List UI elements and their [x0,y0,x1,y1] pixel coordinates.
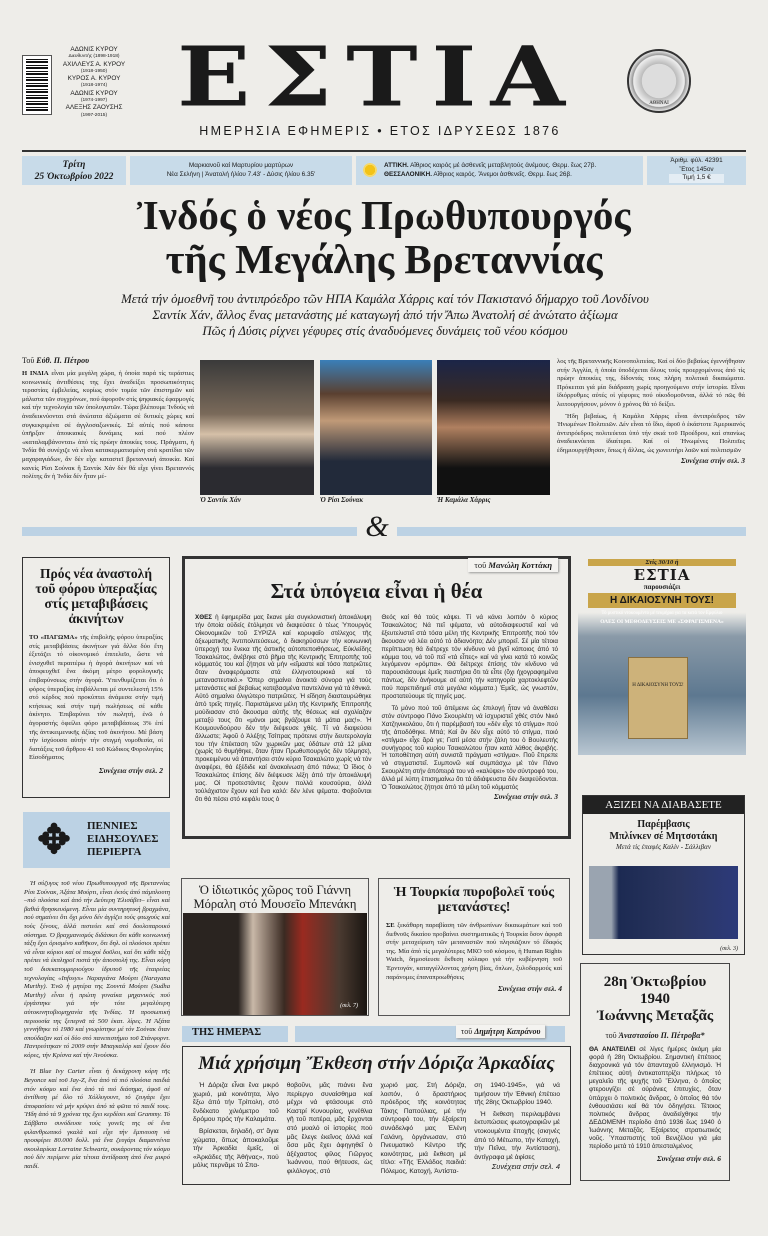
byline: Μανώλη Κοττάκη [488,560,552,570]
promo-title: Η ΔΙΚΑΙΟΣΥΝΗ ΤΟΥΣ! [588,593,736,608]
article-text: εἶναι μία μεγάλη χώρα, ἡ ὁποία παρά τίς τεράστιες κοινωνικές ἀντιθέσεις της ἔχει ἀναδείξει προσωπικότητες τεραστίας ἐμβελείας, κυρίως στόν τομέα τῶν ἐπιστημῶν καί μάλιστα τῶν συγχρόνων, πού ἀφοροῦν στίς ψηφιακές ἐφαρμογές καί τήν τεχνολογία τῶν ὑπολογιστῶν. Τώρα βλέπουμε Ἰνδούς νά ἀναδεικνύονται στά ἀνώτατα ἀξιώματα σέ δυτικές χώρες καί συγκεκριμένα σέ ἀγγλοσαξωνικές. Σέ αὐτές πού κάποτε ὑπῆρξαν ἀποικιακές δυνάμεις καί πού πλέον «καταλαμβάνονται» ἀπό τίς πρώην ἀποικίες τους. Πράγματι, ἡ Ἰνδία θά συνέχιζε νά εἶναι κατακερματισμένη στά κρατίδια τῶν μαχαραγιάδων, ἄν δέν εἶχε καταστεῖ βρεταννική ἀποικία. Καί κανείς Ρίσι Σούνακ ἤ Σαντίκ Χάν δέν θά εἶχε γίνει Βρεταννός πολίτης ἄν ἡ Ἰνδία δέν ἦταν μέ- [22,370,194,481]
article-title[interactable]: Μιά χρήσιμη Ἔκθεση στήν Δόριζα Ἀρκαδίας [198,1053,555,1074]
daily-article [182,1046,571,1185]
photo-caption: Ἡ Καμάλα Χάρρις [437,496,491,504]
gossip-item: Ἡ σύζυγος τοῦ νέου Πρωθυπουργοῦ τῆς Βρεταννίας Ρίσι Σούνακ, Ἀξάτα Μούρτι, εἶναι ἐκτός ἀπό πάμπλουτη –πιό πλούσια καί ἀπό τήν Δεύτερη Ἐλισάβετ– εἶναι καί βαθιά θρησκευόμενη. Εἶναι μία συντηρητική βραχμάνα, πού σημαίνει ὅτι ὄχι μόνο δέν ἀγγίζει τούς φτωχούς καί τούς ξένους, ἀλλά πιστεύει καί στό δουλοπαροικό σύστημα. Ὁ βραχμανισμός διδάσκει ὅτι κάθε κοινωνική τάξη ἔχει ὁρισμένο καθῆκον, ὅτι δηλ. οἱ πλούσιοι πρέπει νά εἶναι κύριοι καί οἱ πτωχοί δοῦλοι, καί ὅτι κάθε τάξη πρέπει νά ἐκπληροῖ πιστά τήν ἀποστολή της. Εἶναι κόρη τοῦ δισεκατομμυριούχου ἱδρυτοῦ τῆς ἑταιρείας τεχνολογίας «Infosys» Ναραγιάνα Μούρτι (Narayana Murthy). Ἐνῶ ἡ μητέρα της Σουντά Μούρτι (Sudha Murthy) εἶναι ἡ πρώτη γυναίκα μηχανικός πού ἐργάστηκε γιά τήν τότε μεγαλύτερη αὐτοκινητοβιομηχανία τῆς Ἰνδίας. Ἡ προσωπική περιουσία της ξεπερνᾶ τά 500 ἑκατ. λίρες. Ἡ Ἀξάτα γεννήθηκε τό 1980 καί γνωρίστηκε μέ τόν Σούνακ ὅταν σπούδαζαν καί οἱ δύο στό πανεπιστήμιο τοῦ Στάνφορντ. Παντρεύτηκαν τό 2009 στήν Μπαγκαλόρ καί ἔχουν δύο κόρες, τήν Κρίσνα καί τήν Ἀνούσκα. [24,880,170,1059]
must-read-header: ΑΞΙΖΕΙ ΝΑ ΔΙΑΒΑΣΕΤΕ [583,796,744,814]
lede: ΤΟ «ΠΑΓΩΜΑ» [29,634,78,641]
weather-thessaloniki: Αἴθριος καιρός. Ἄνεμοι ἀσθενεῖς. Θερμ. ἕως 26β. [433,171,572,178]
lede: Η ΙΝΔΙΑ [22,370,49,377]
gossip-items [24,880,170,1172]
article-text: θοβοῦνι, μᾶς πιάνει ἕνα περίεργο συναίσθημα καί μέχρι νά φτάσουμε στό Καστρί Κυνουρίας, γενέθλια γῆ τοῦ πατέρα, μᾶς ἔρχονται στό μυαλό οἱ ἱστορίες πού μᾶς ἔλεγε ἐκεῖνος ἀλλά καί ὅσα μᾶς ἔχει ἀφηγηθεῖ ὁ ἀξέχαστος φίλος Γιῶργος Ἰωάννου, πού θήτευσε, ὡς φιλόλογος, στό [286,1082,373,1175]
founder-years: (1918-1974) [80,83,108,89]
barcode [22,55,52,115]
section-label: ΤΗΣ ΗΜΕΡΑΣ [182,1026,288,1042]
founder-years: Διευθυντής (1898-1918) [68,54,120,60]
moralis-article[interactable] [181,878,369,1016]
header-line: ΠΕΡΙΕΡΓΑ [87,846,142,858]
date: 25 Ὀκτωβρίου 2022 [34,172,114,182]
article-title[interactable]: Ἡ Τουρκία πυροβολεῖ τούς μετανάστες! [393,885,555,915]
promo-brand-logo: ΕΣΤΙΑ [633,566,691,584]
newspaper-logo: ΕΣΤΙΑ [177,28,579,126]
article-title[interactable]: Πρός νέα ἀναστολή τοῦ φόρου ὑπεραξίας στίς μεταβιβάσεις ἀκινήτων [35,566,157,626]
article-text: σέ λίγες ἡμέρες ἀκόμη μία φορά ἡ 28η Ὀκτωβρίου. Σημαντική ἐπέτειος διαχρονικά γιά τόν ἁπανταχοῦ ἑλληνισμό. Ἡ ἐπέτειος αὐτή ἀντικατοπτρίζει πλήρως τό μεγαλεῖο τῆς ψυχῆς τοῦ Ἕλληνα, ὁ ὁποῖος φτερουγίζει σέ οὐράνιες ἐπιτυχίες, ὅταν ὑπάρχει ὁ πολιτικός ἄνδρας, ὁ ὁποῖος θά τόν ἐνθουσιάσει καί θά τόν ὁδηγήσει. Τέτοιος πολιτικός ἄνδρας ἀναδείχθηκε τήν ΔΕΔΟΜΕΝΗ περίοδο ἀπό 1936 ἕως 1940 ὁ Ἰωάννης Μεταξᾶς. Ἐξαίρετος στρατιωτικός νοῦς. Ὑπασπιστής τοῦ Βενιζέλου γιά μία περίοδο μετά τό 1910 ἀπεσταλμένος [589,1046,721,1151]
founder-name: ΑΔΩΝΙΣ ΚΥΡΟΥ [70,46,118,53]
sun-times: Νέα Σελήνη | Ἀνατολή ἡλίου 7.43' - Δύσις ἡλίου 6.35' [166,171,316,178]
founder-name: ΑΧΙΛΛΕΥΣ Α. ΚΥΡΟΥ [62,60,126,68]
founder-years: (1997-2015) [80,112,108,118]
article-title[interactable] [589,974,721,1025]
continued-link[interactable]: Συνέχεια στήν σελ. 4 [491,1162,560,1172]
promo-blurb: Τό μυστικό ντοκουμέντο μέ τεκμήρια για τα κατά τον Εμφύλιο [601,611,723,616]
byline: Ἀναστασίου Π. Πέτροβα* [618,1031,705,1040]
issue-box [647,156,746,185]
page-ref: (σελ. 7) [340,1003,358,1009]
date-box [22,156,126,185]
photo-moralis [183,913,367,1015]
founder-years: (1974-1997) [80,98,108,104]
promo-tagline: ΟΛΕΣ ΟΙ ΜΕΘΟΔΕΥΣΕΙΣ ΜΕ «ΣΦΡΑΓΙΣΜΕΝΑ» [600,619,724,625]
article-text: Ἡ ἔκθεση περιλαμβάνει ἐκτυπώσεις φωτογραφιῶν μέ ντοκουμέντα ἐποχῆς (σκηνές ἀπό τό Μέτωπο, τήν Κατοχή, τήν Πεῖνα, τήν Ἀντίσταση), ἀντίγραφα μέ ἀφίσες [474,1110,560,1161]
title-line: Ἰωάννης Μεταξᾶς [596,1008,714,1024]
weather-thessaloniki-label: ΘΕΣΣΑΛΟΝΙΚΗ. [384,171,432,178]
continued-link[interactable]: Συνέχεια στήν σελ. 4 [497,984,562,994]
lead-column-1 [22,356,194,482]
byline-tab [456,1025,545,1038]
gossip-item: Ἡ Blue Ivy Carter εἶναι ἡ δεκάχρονη κόρη τῆς Beyonce καί τοῦ Jay-Z, ἕνα ἀπό τά πιό πλούσια παιδιά στόν κόσμο καί ἕνα ἀπό τά πιό διάσημα, ἀφοῦ σέ ἀντίθεση μέ ὅλο τό Χόλλυγουντ, τό ζευγάρι ἔχει ἀποφασίσει νά μήν κρύψει ἀπό τά φῶτα τό παιδί τους. Ἤδη ἀπό τά 9 χρόνια της ἔχει κερδίσει καί Grammy. Τό Σάββατο συνόδευσε τούς γονεῖς της σέ ἕνα φιλανθρωπικό γκαλά καί εἶχε τήν ἔμπνευση νά προσφέρει 80.000 δολλ. γιά ἕνα ζευγάρι διαμαντένια σκουλαρίκια Lorraine Schwartz, σοκάροντας τόν κόσμο πού δέν περίμενε μία τέτοια ἀντίδραση ἀπό ἕνα μικρό παιδί. [24,1068,170,1170]
photo-blinken [589,866,738,939]
photo-rishi-sunak [320,360,432,495]
lead-subheadline [60,291,710,339]
byline-prefix: τοῦ [474,560,487,570]
weather-attica-label: ΑΤΤΙΚΗ. [384,162,409,169]
continued-link[interactable]: Συνέχεια στήν σελ. 3 [680,455,745,465]
ornament-icon: ✥ [37,817,71,862]
must-read-subtitle: Μετά τίς ἐπαφές Καλίν - Σάλλιβαν [616,843,711,851]
lede: ΣΕ [386,922,395,929]
photo-caption: Ὁ Σαντίκ Χάν [200,496,241,504]
turkey-article [378,878,570,1016]
metaxas-article [580,963,730,1181]
article-text: ξεκάθαρη παραβίαση τῶν ἀνθρωπίνων δικαιωμάτων καί τοῦ διεθνοῦς δικαίου προβαίνει συστηματικῶς ἡ Τουρκία ὅσον ἀφορᾶ στήν μεταχείριση τῶν μεταναστῶν πού πλησιάζουν τό ἔδαφός της. Μία ἀπό τίς μεγαλύτερες ΜΚΟ τοῦ κόσμου, ἡ Human Rights Watch, δημοσίευσε ἔκθεση κόλαφο γιά τήν κυβέρνηση τοῦ Ἐρντογάν, καταγγέλλοντας χρήση βίας, ὅπλων, ξυλοδαρμούς καί παράνομες ἐπαναπροωθήσεις [386,922,562,981]
seal-text: ΑΘΗΝΑΙ [649,101,669,106]
gossip-header [23,812,170,868]
subheadline-line: Σαντίκ Χάν, ἄλλος ἕνας μετανάστης μέ καταγωγή ἀπό τήν Ἄπω Ἀνατολή σέ ἀνώτατο ἀξίωμα [152,308,618,322]
ampersand-divider: & [365,510,389,543]
tagline: ΗΜΕΡΗΣΙΑ ΕΦΗΜΕΡΙΣ • ΕΤΟΣ ΙΔΡΥΣΕΩΣ 1876 [199,124,561,138]
photo-caption: Ὁ Ρίσι Σούνακ [320,496,364,504]
divider-bar [22,527,357,536]
article-text: Θεός καί θά τούς κάψει. Τί νά κάνει λοιπόν ὁ κύριος Τσακαλώτος; Νά πεῖ ψέματα, νά αὐτοδιαψευστεῖ καί νά ἐξευτελιστεῖ στά τόσα μέλη τῆς Κεντρικῆς Ἐπιτροπῆς πού τόν ἄκουσαν νά λέει αὐτό τό ἀδιανόητο; Δέν μπορεῖ. Σέ μία τέτοια περίπτωση θά διέτρεχε τόν κίνδυνο νά βγεῖ κάποιος ἀπό τό κόμμα του, νά τοῦ πεῖ «τά εἶπες» καί νά γίνει κατά τό κοινῶς λεγόμενον «ρόμπα». Θά διέτρεχε ἐπίσης τόν κίνδυνο νά παρουσιάσουμε ἐμεῖς πειστήρια ὅτι τά εἶπε (ὄχι ἠχογραφημένα πάντως, δέν ἀνήκουμε σέ αὐτή τήν κατηγορία χαρτοκλεφτῶν πού παρεπιδημεῖ στά μεγάλα κόμματα.) Ἐμεῖς, ὡς γνωστόν, προστατεύουμε τίς πηγές μας. [381,614,558,701]
article-text: Βρίσκεται, δηλαδή, στ' ἅγια χώματα, ὅπως ἀποκαλοῦμε τήν Ἀρκαδία ἐμεῖς, οἱ «Ἀρκάδες τῆς Ἀθήνας», πού μόλις περνᾶμε τό Σπα- [193,1127,279,1170]
article-text: ἡ ἐφημερίδα μας ἔκανε μία συγκλονιστική ἀποκάλυψη τήν ὁποία οὐδείς ἐτόλμησε νά διαψεύσει: ὁ τέως Ὑπουργός Οἰκονομικῶν τοῦ ΣΥΡΙΖΑ καί κορυφαῖο στέλεχος τῆς ἀξιωματικῆς Ἀντιπολιτεύσεως, ὁ διακηρύσσων τήν κοινωνική ὑπεροχή του ἕνεκα τῆς ἀστικῆς αὐτοπεποιθήσεως, Εὐκλείδης Τσακαλώτος, ἀνέβηκε στό βῆμα τῆς Κεντρικῆς Ἐπιτροπῆς τοῦ κόμματός του καί ζήτησε νά μήν «εἴμαστε καί τόσο πατριῶτες ὅταν ἀναφερόμαστε στά ἑλληνοτουρκικά καί τό μεταναστευτικό.» Ὅπερ σημαίνει ἀνοικτά σύνορα γιά τούς μετανάστες καί βεβαίως κατεβασμένα παντελόνια γιά τά ἐθνικά. Αὐτό σημαίνει ὀλιγώτερο πατριῶτες. Ἡ εἴδηση διασταυρώθηκε ἀπό τρεῖς πηγές. Παριστάμενα μέλη τῆς Κεντρικῆς Ἐπιτροπῆς μούδιασαν στό ἄκουσμα αὐτῆς τῆς θέσεως καί σχολίαζαν μεταξύ τους ὅτι «μόνοι μας βγάζουμε τά μάτια μας!». Ἡ Κουμουνδούρου δέν τήν διέψευσε χθές. Τί νά διαψεύσει ἄλλωστε; Ἀφοῦ ὁ Ἀλέξης Τσίπρας πρότεινε στήν δευτερολογία του τήν ἐπέκταση τῶν χωρικῶν μας ὑδάτων στά 12 μίλια (χωρίς τό θυμήθηκε, ὅταν ἦταν Πρωθυπουργός δέν τόλμησε), προκειμένου νά ἀπαντήσει στόν κύριο Τσακαλώτο χωρίς νά τόν ἀναφέρει, θά ἐξέδιδε καί ἀνακοίνωση ἀπό πάνω; Ὁ ἴδιος ὁ Τσακαλώτος ἐπίσης δέν διέψευσε λέξη ἀπό τήν ἀποκάλυψή μας. Οἱ προτεστάντες ἔχουν πολλά κουσούρια, ἀλλά τοὐλάχιστον ἔχουν καί ἕνα καλό: δέν λένε ψέματα. Φοβοῦνται ὅτι θά πέσει στό κεφάλι τους ὁ [195,614,372,803]
lead-column-2 [557,358,745,465]
byline-prefix: Τοῦ [22,356,35,365]
promo-presents: παρουσιάζει [643,583,681,591]
byline: Δημήτρη Καπράνου [474,1027,541,1036]
weather-box [356,156,643,185]
headline-line: τῆς Μεγάλης Βρεταννίας [165,236,603,282]
lead-headline[interactable] [0,193,768,281]
headline-line: Ἰνδός ὁ νέος Πρωθυπουργός [137,192,631,238]
byline: Εὐθ. Π. Πέτρου [36,356,90,365]
issue-year: Ἔτος 145ον [679,165,714,173]
title-line: Παρέμβασις [637,819,690,830]
header-line: ΕΙΔΗΣΟΥΛΕΣ [87,833,159,845]
article-text: τῆς ἐπιβολῆς φόρου ὑπεραξίας στίς μεταβιβάσεις ἀκινήτων γιά ἄλλα δύο ἔτη ἐξετάζει τό οἰκονομικό ἐπιτελεῖο, ὥστε νά ἐνισχυθεῖ περαιτέρω ἡ ἀγορά ἀκινήτων καί νά ἀποφευχθεῖ ἕνα ἀκόμη μέτρο φορολογικῆς ἐπιβαρύνσεως στήν ἀγορά. Ὑπενθυμίζεται ὅτι ὁ φόρος ὑπεραξίας ἐπιβάλλεται μέ συντελεστή 15% στό κέρδος πού προκύπτει ἀνάμεσα στήν τιμή κτήσεως καί στήν τιμή πωλήσεως σέ κάθε ἀκίνητο. Ἐπιβαρύνει τόν πωλητή, ἐνῶ ὁ ἀγοραστής ὀφείλει φόρο μεταβιβάσεως 3% ἐπί τῆς ἀντικειμενικῆς ἀξίας τοῦ ἀκινήτου. Μέ βάση τήν ἰσχύουσα αὐτήν τήν στιγμή νομοθεσία, οἱ διατάξεις τοῦ ἄρθρου 41 τοῦ Κώδικος Φορολογίας Εἰσοδήματος [29,634,163,762]
book-cover [628,657,688,739]
day: Τρίτη [62,160,86,170]
continued-link[interactable]: Συνέχεια στήν σελ. 3 [493,791,558,801]
founder-name: ΑΔΩΝΙΣ ΚΥΡΟΥ [70,89,118,97]
article-text: Τό μόνο πού τοῦ ἀπέμεινε ὡς ἐπιλογή ἦταν νά ἀναθέσει στόν σύντροφο Πάνο Σκουρλέτη νά ἰσχυριστεῖ χθές στόν Νικό Χατζηνικολάου, ὅτι ἡ παρέμβασή του «δέν εἶχε τό στίγμα» πού τῆς ἀποδόθηκε. Μπά; Καί ἄν δέν εἶχε αὐτό τό στίγμα, ποιό «στίγμα» εἶχε ἄρά γε; Γιατί μέσα στήν ζάλη του ὁ Βουλευτής συνήγορος τοῦ κυρίου Τσακαλώτου ἦταν κατά λάθος ἀκριβής. Ἡ τοποθέτηση αὐτή συνιστᾶ πράγματι «στίγμα». Ποῦ ἔπρεπε νά στιγματιστεῖ. Συμπονῶ καί συμπάσχω μέ τόν Πάνο Σκουρλέτη στήν ἀπόπειρά του νά «καλύψει» τόν σύντροφό του, ἀλλά μέ λύπη ἐπισημαίνω ὅτι τά ἀδιάψευστα δέν διαψεύδονται. Ὁ Τσακαλώτος ζήτησε ἀπό τά μέλη τοῦ κόμματός [381,704,558,792]
divider-bar [397,527,746,536]
founder-years: (1918-1950) [80,68,108,74]
subheadline-line: Μετά τήν ὁμοεθνῆ του ἀντιπρόεδρο τῶν ΗΠΑ Καμάλα Χάρρις καί τόν Πακιστανό δήμαρχο τοῦ Λονδίνου [121,292,649,306]
article-title: Ὁ ἰδιωτικός χῶρος τοῦ Γιάννη Μόραλη στό Μουσεῖο Μπενάκη [193,883,357,911]
title-line: 28η Ὀκτωβρίου 1940 [603,974,707,1007]
title-line: Μπλίνκεν σέ Μητσοτάκη [609,831,718,842]
page-ref: (σελ. 3) [720,946,738,952]
continued-link[interactable]: Συνέχεια στήν σελ. 2 [98,765,163,775]
byline-prefix: τοῦ [605,1031,617,1040]
article-text: ση 1940-1945», γιά νά τιμήσουν τήν Ἐθνική ἐπέτειο τῆς 28ης Ὀκτωβρίου 1940. [474,1082,560,1107]
calendar-box [130,156,352,185]
byline-prefix: τοῦ [461,1027,473,1036]
saints-of-day: Μαρκιανοῦ καί Μαρτυρίου μαρτύρων [188,162,294,169]
price: Τιμή 1,5 € [669,174,724,183]
founder-name: ΑΛΕΞΗΣ ΖΑΟΥΣΗΣ [65,104,123,112]
subheadline-line: Πῶς ἡ Δύσις ρίχνει γέφυρες στίς ἀναδυόμενες δυνάμεις τοῦ νέου κόσμου [202,324,568,338]
lede: ΧΘΕΣ [195,614,213,621]
seal-emblem-icon [627,49,691,113]
promo-date: Στίς 30/10 ἡ [588,559,736,566]
article-text: χωριό μας. Στή Δόριζα, λοιπόν, ὁ δραστήριος πρόεδρος τῆς κοινότητας Τάκης Παπούλιας, μέ τήν σύντροφό του, τήν ἐξαίρετη συνάδελφό μας Ἑλένη Γαλάνη, ὀργάνωσαν, στό Πνευματικό Κέντρο τῆς κοινότητας, μιά ἔκθεση μέ τίτλο: «Τῆς Ἑλλάδος παιδιά: Πόλεμος, Κατοχή, Ἀντίστα- [380,1082,467,1175]
book-title: Η ΔΙΚΑΙΟΣΥΝΗ ΤΟΥΣ! [632,683,684,688]
founder-name: ΚΥΡΟΣ Α. ΚΥΡΟΥ [67,75,121,83]
photo-kamala-harris [437,360,550,495]
article-title[interactable]: Στά ὑπόγεια εἶναι ἡ θέα [270,579,483,603]
must-read-box[interactable] [582,795,745,955]
weather-attica: Αἴθριος καιρός μέ ἀσθενεῖς μεταβλητούς ἀνέμους. Θερμ. ἕως 27β. [410,162,597,169]
continued-link[interactable]: Συνέχεια στήν σελ. 6 [656,1154,721,1164]
promo-advertisement[interactable] [578,557,746,755]
masthead-rule [22,150,746,152]
photo-sadiq-khan [200,360,314,495]
sun-icon [362,162,378,178]
article-text: Ἡ Δόριζα εἶναι ἕνα μικρό χωριό, μιά κοινότητα, λίγο ἔξω ἀπό τήν Τρίπολη, στό ἔνδέκατο χιλιόμετρο τοῦ δρόμου πρός τήν Καλαμάτα. [193,1082,279,1124]
article-text: Ἤδη βεβαίως, ἡ Καμάλα Χάρρις εἶναι ἀντιπρόεδρος τῶν Ἡνωμένων Πολιτειῶν. Δέν εἶναι τό ἴδιο, ἀφοῦ ὁ ἑκάστοτε Ἀμερικανός ἀντιπρόεδρος πολιτεύεται ὑπό τήν σκιά τοῦ Προέδρου, καί σπανίως ἀναδεικνύεται ἰδιαίτερα. Καί οἱ Ἡνωμένες Πολιτεῖες ἐδημιουργήθησαν, ὅπως ἡ ἄλλας, ὡς χωνευτήρι λαῶν καί πολιτισμῶν [557,412,745,454]
editorial-article [182,556,571,839]
tax-article [22,557,170,798]
header-line: ΠΕΝΝΙΕΣ [87,820,138,832]
founders-list [56,46,132,119]
lede: ΘΑ ΑΝΑΤΕΙΛΕΙ [589,1046,636,1053]
article-text: λος τῆς Βρεταννικῆς Κοινοπολιτείας. Καί οἱ δύο βεβαίως ἐγεννήθησαν στήν Ἀγγλία, ἡ ὁποία ὑποδέχεται ὅλους τούς προερχομένους ἀπό τίς πρώην ἀποικίες της, δίδοντάς τους πλήρη πολιτικά δικαιώματα. Πρόκειται γιά μία διάδραση χωρίς προηγούμενο στήν ἱστορία. Εἶναι ἰδιόρρυθμες αὐτές οἱ γέφυρες πού οἰκοδομοῦνται, ἀλλά τό πῶς θά λειτουργήσουν, μόνον ὁ χρόνος θά τό δείξει. [557,358,745,408]
issue-number: Ἀριθμ. φύλ. 42391 [670,157,723,164]
